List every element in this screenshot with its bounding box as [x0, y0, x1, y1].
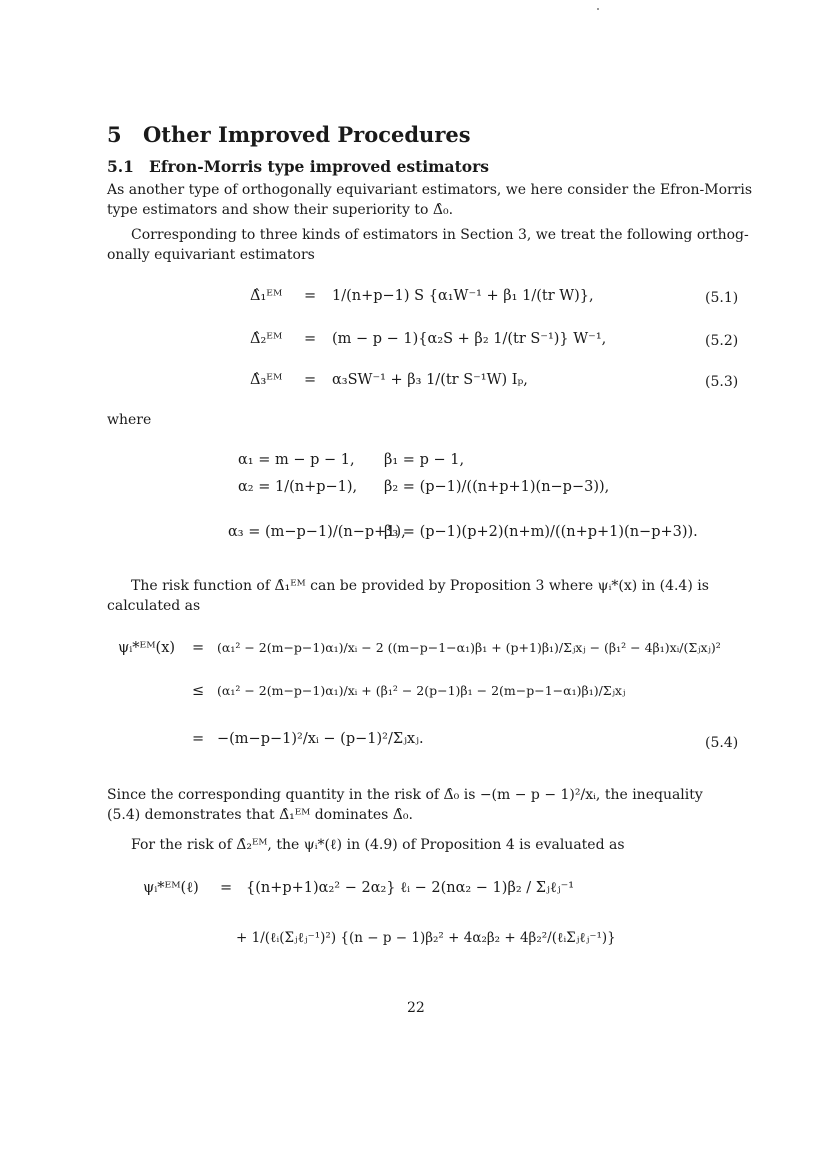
- paragraph-line: calculated as: [107, 598, 201, 614]
- coefficient-alpha3: α₃ = (m−p−1)/(n−p+1),: [228, 524, 406, 540]
- equation-number: (5.2): [705, 333, 739, 349]
- subsection-heading: [107, 157, 489, 176]
- page-number: 22: [407, 1000, 425, 1016]
- equation-5-3-lhs: Δ̂₃ᴱᴹ: [250, 372, 283, 388]
- coefficient-beta3: β₃ = (p−1)(p+2)(n+m)/((n+p+1)(n−p+3)).: [384, 524, 698, 540]
- equation-psi-l-rel: =: [220, 880, 233, 896]
- paragraph-line: (5.4) demonstrates that Δ̂₁ᴱᴹ dominates Δ̂₀.: [107, 807, 413, 823]
- paragraph-line: For the risk of Δ̂₂ᴱᴹ, the ψᵢ*(ℓ) in (4.9) of Proposition 4 is evaluated as: [131, 837, 625, 853]
- section-title: Other Improved Procedures: [143, 122, 471, 147]
- equation-5-4-line2: (α₁² − 2(m−p−1)α₁)/xᵢ + (β₁² − 2(p−1)β₁ − 2(m−p−1−α₁)β₁)/Σⱼxⱼ: [217, 683, 626, 698]
- coefficient-beta1: β₁ = p − 1,: [384, 452, 465, 468]
- equation-5-2-rhs: (m − p − 1){α₂S + β₂ 1/(tr S⁻¹)} W⁻¹,: [332, 331, 607, 347]
- equation-5-4-lhs: ψᵢ*ᴱᴹ(x): [118, 640, 176, 656]
- coefficient-alpha2: α₂ = 1/(n+p−1),: [238, 479, 358, 495]
- equation-5-3-rel: =: [304, 372, 317, 388]
- coefficient-alpha1: α₁ = m − p − 1,: [238, 452, 355, 468]
- equation-5-4-rel: =: [192, 731, 205, 747]
- paragraph-line: Corresponding to three kinds of estimators in Section 3, we treat the following orthog-: [131, 227, 749, 243]
- equation-5-4-rel: =: [192, 640, 205, 656]
- equation-number: (5.3): [705, 374, 739, 390]
- paragraph-line: onally equivariant estimators: [107, 247, 315, 263]
- equation-number: (5.4): [705, 735, 739, 751]
- equation-5-4-line3: −(m−p−1)²/xᵢ − (p−1)²/Σⱼxⱼ.: [217, 731, 424, 747]
- scan-speck: [597, 8, 599, 10]
- subsection-number: 5.1: [107, 157, 134, 176]
- section-heading: [107, 122, 471, 147]
- where-text: where: [107, 412, 152, 428]
- equation-5-2-lhs: Δ̂₂ᴱᴹ: [250, 331, 283, 347]
- equation-5-3-rhs: α₃SW⁻¹ + β₃ 1/(tr S⁻¹W) Iₚ,: [332, 372, 528, 388]
- paragraph-line: type estimators and show their superiority to Δ̂₀.: [107, 202, 454, 218]
- equation-5-1-rel: =: [304, 288, 317, 304]
- equation-psi-l-line2: + 1/(ℓᵢ(Σⱼℓⱼ⁻¹)²) {(n − p − 1)β₂² + 4α₂β₂ + 4β₂²/(ℓᵢΣⱼℓⱼ⁻¹)}: [236, 930, 616, 946]
- paragraph-line: As another type of orthogonally equivariant estimators, we here consider the Efron-Morris: [107, 182, 753, 198]
- equation-number: (5.1): [705, 290, 739, 306]
- equation-5-4-rel: ≤: [192, 683, 205, 699]
- paragraph-line: The risk function of Δ̂₁ᴱᴹ can be provided by Proposition 3 where ψᵢ*(x) in (4.4) is: [131, 578, 709, 594]
- equation-psi-l-line1: {(n+p+1)α₂² − 2α₂} ℓᵢ − 2(nα₂ − 1)β₂ / Σⱼℓⱼ⁻¹: [246, 880, 575, 896]
- equation-5-1-lhs: Δ̂₁ᴱᴹ: [250, 288, 283, 304]
- equation-5-2-rel: =: [304, 331, 317, 347]
- paragraph-line: Since the corresponding quantity in the risk of Δ̂₀ is −(m − p − 1)²/xᵢ, the inequality: [107, 787, 703, 803]
- equation-5-1-rhs: 1/(n+p−1) S {α₁W⁻¹ + β₁ 1/(tr W)},: [332, 288, 594, 304]
- section-number: 5: [107, 122, 122, 147]
- subsection-title: Efron-Morris type improved estimators: [149, 157, 489, 176]
- coefficient-beta2: β₂ = (p−1)/((n+p+1)(n−p−3)),: [384, 479, 610, 495]
- equation-5-4-line1: (α₁² − 2(m−p−1)α₁)/xᵢ − 2 ((m−p−1−α₁)β₁ + (p+1)β₁)/Σⱼxⱼ − (β₁² − 4β₁)xᵢ/(Σⱼxⱼ)²: [217, 640, 721, 655]
- equation-psi-l-lhs: ψᵢ*ᴱᴹ(ℓ): [143, 880, 199, 896]
